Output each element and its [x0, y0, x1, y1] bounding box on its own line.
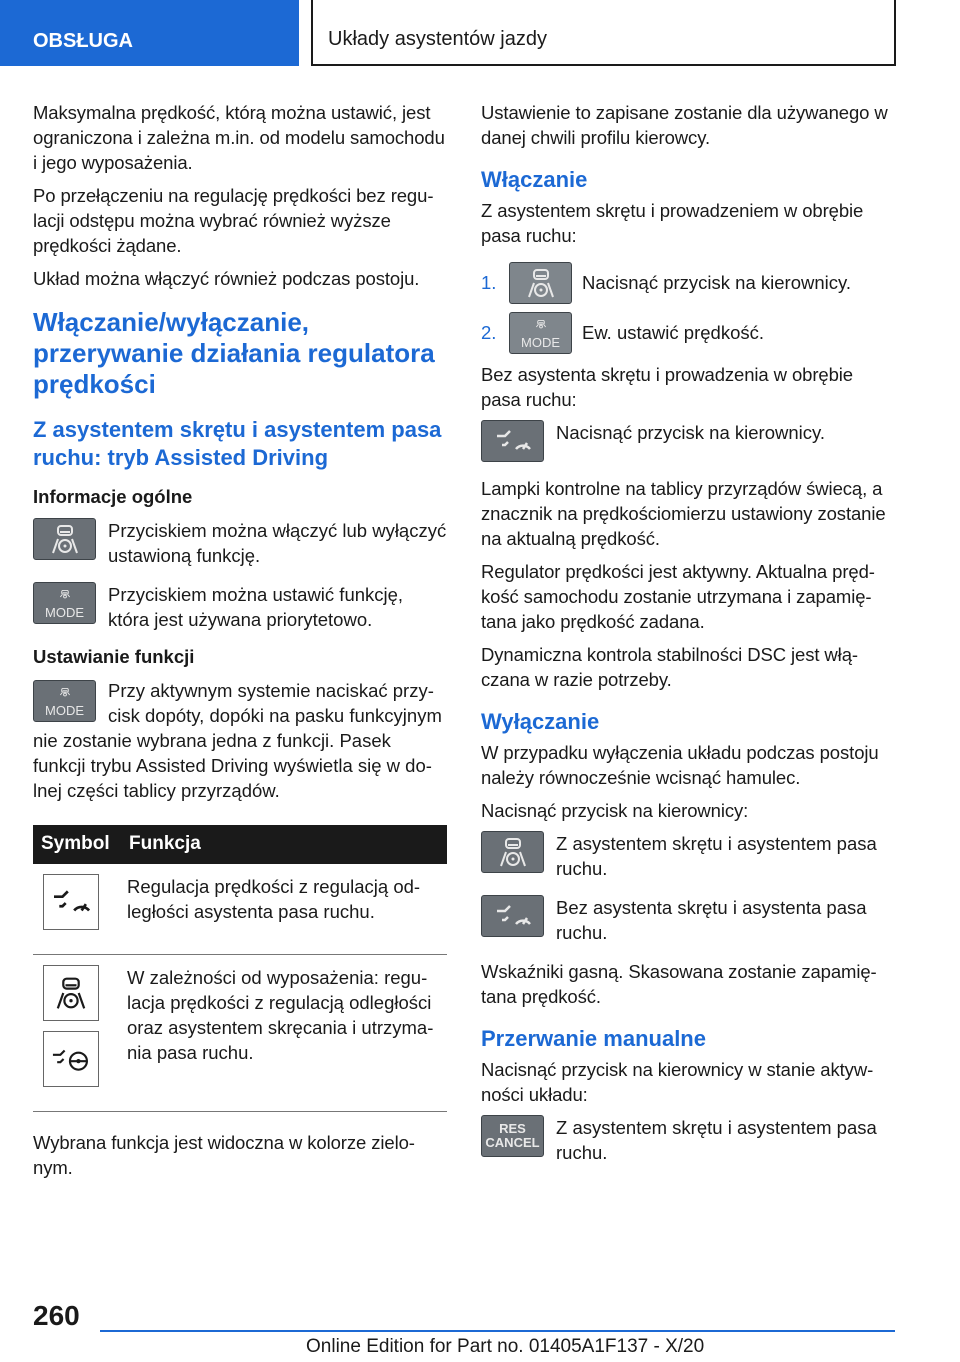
chapter-tab: Układy asystentów jazdy	[311, 0, 896, 66]
symbol-table	[33, 825, 447, 1112]
mode-label-2: MODE	[45, 702, 84, 718]
paragraph-indicator-lamps: Lampki kontrolne na tablicy przyrządów świecą, a znacznik na prędkościomierzu ustawiony zostanie na aktualną prędkość.	[481, 478, 886, 549]
table-cell-function: Regulacja prędkości z regulacją odległości asystenta pasa ruchu.	[121, 864, 447, 955]
steering-assist-icon	[43, 965, 99, 1021]
footer-divider	[100, 1330, 895, 1332]
mode-label-3: MODE	[521, 334, 560, 350]
paragraph-with-assistant: Z asystentem skrętu i prowadzeniem w obrębie pasa ruchu:	[481, 200, 864, 246]
section-tab: OBSŁUGA	[0, 0, 299, 66]
assist-button-icon-off	[481, 831, 544, 873]
paragraph-max-speed: Maksymalna prędkość, którą można ustawić, jest ograniczona i zależna m.in. od modelu samochodu i jego wyposażenia.	[33, 102, 445, 173]
table-cell-function: W zależności od wyposażenia: regulacja prędkości z regulacją odległości oraz asystentem skręcania i utrzymania pasa ruchu.	[121, 955, 447, 1112]
list-item	[481, 262, 895, 304]
heading-assisted-driving: Z asystentem skrętu i asystentem pasa ruchu: tryb Assisted Driving	[33, 417, 442, 470]
res-cancel-button-icon	[481, 1115, 544, 1157]
paragraph-brake: W przypadku wyłączenia układu podczas postoju należy równocześnie wcisnąć hamulec.	[481, 742, 879, 788]
edition-text: Online Edition for Part no. 01405A1F137 - X/20	[306, 1336, 705, 1357]
info-row-mode-button	[33, 582, 447, 632]
mode-button-icon	[33, 582, 96, 624]
acc-lane-icon	[43, 874, 99, 930]
step-text: Ew. ustawić prędkość.	[582, 322, 764, 343]
off-row-assist-button	[481, 831, 895, 881]
heading-switch-off: Wyłączanie	[481, 709, 600, 734]
step-number: 1.	[481, 272, 497, 293]
acc-button-icon	[481, 420, 544, 462]
heading-on-off: Włączanie/wyłączanie, przerywanie działania regulatora prędkości	[33, 307, 435, 399]
heading-function-setting: Ustawianie funkcji	[33, 646, 195, 667]
paragraph-without-assistant: Bez asystenta skrętu i prowadzenia w obrębie pasa ruchu:	[481, 364, 853, 410]
table-cell-symbol	[33, 864, 121, 955]
acc-off-desc: Bez asystenta skrętu i asystenta pasa ruchu.	[556, 897, 867, 943]
left-column	[33, 100, 447, 1188]
steps-list	[481, 262, 895, 354]
table-header-symbol: Symbol	[33, 825, 121, 864]
mode-setting-desc: Przy aktywnym systemie naciskać przycisk dopóty, dopóki na pasku funkcyjnym nie zostanie wybrana jedna z funkcji. Pasek funkcji trybu Assisted Driving wyświetla się w dolnej części tablicy przyrządów.	[33, 680, 442, 801]
paragraph-indicators-off: Wskaźniki gasną. Skasowana zostanie zapamiętana prędkość.	[481, 961, 877, 1007]
page-header	[0, 0, 960, 66]
paragraph-higher-speeds: Po przełączeniu na regulację prędkości bez regulacji odstępu można wybrać również wyższe prędkości żądane.	[33, 185, 434, 256]
mode-label: MODE	[45, 604, 84, 620]
manual-row-res-button	[481, 1115, 895, 1165]
right-column	[481, 100, 895, 1179]
res-label: RES	[499, 1121, 526, 1136]
paragraph-manual: Nacisnąć przycisk na kierownicy w stanie aktywności układu:	[481, 1059, 874, 1105]
table-cell-symbol	[33, 955, 121, 1112]
table-row	[33, 955, 447, 1112]
res-desc: Z asystentem skrętu i asystentem pasa ruchu.	[556, 1117, 877, 1163]
paragraph-dsc: Dynamiczna kontrola stabilności DSC jest włączana w razie potrzeby.	[481, 644, 859, 690]
mode-button-icon-2	[33, 680, 96, 722]
assist-button-desc: Przyciskiem można włączyć lub wyłączyć ustawioną funkcję.	[108, 520, 447, 566]
heading-general-info: Informacje ogólne	[33, 486, 193, 507]
heading-manual-interrupt: Przerwanie manualne	[481, 1026, 706, 1051]
table-header-function: Funkcja	[121, 825, 447, 864]
acc-button-icon-off	[481, 895, 544, 937]
step-text: Nacisnąć przycisk na kierownicy.	[582, 272, 852, 293]
info-row-assist-button	[33, 518, 447, 568]
table-row	[33, 864, 447, 955]
paragraph-standstill: Układ można włączyć również podczas postoju.	[33, 268, 420, 289]
paragraph-profile-saved: Ustawienie to zapisane zostanie dla używanego w danej chwili profilu kierowcy.	[481, 102, 888, 148]
page-number: 260	[33, 1300, 80, 1331]
paragraph-green-function: Wybrana funkcja jest widoczna w kolorze zielonym.	[33, 1132, 415, 1178]
heading-switch-on: Włączanie	[481, 167, 588, 192]
paragraph-active: Regulator prędkości jest aktywny. Aktualna prędkość samochodu zostanie utrzymana i zapamiętana jako prędkość zadana.	[481, 561, 875, 632]
assist-off-desc: Z asystentem skrętu i asystentem pasa ruchu.	[556, 833, 877, 879]
acc-press-desc: Nacisnąć przycisk na kierownicy.	[556, 422, 826, 443]
step-number: 2.	[481, 322, 497, 343]
list-item	[481, 312, 895, 354]
paragraph-press-button: Nacisnąć przycisk na kierownicy:	[481, 800, 749, 821]
assist-button-icon-step	[509, 262, 572, 304]
press-row-acc-button	[481, 420, 895, 462]
mode-button-desc: Przyciskiem można ustawić funkcję, która jest używana priorytetowo.	[108, 584, 404, 630]
off-row-acc-button	[481, 895, 895, 945]
cancel-label: CANCEL	[485, 1135, 540, 1150]
assist-button-icon	[33, 518, 96, 560]
acc-wheel-icon	[43, 1031, 99, 1087]
mode-button-icon-step	[509, 312, 572, 354]
setting-row-mode-button	[33, 678, 447, 803]
